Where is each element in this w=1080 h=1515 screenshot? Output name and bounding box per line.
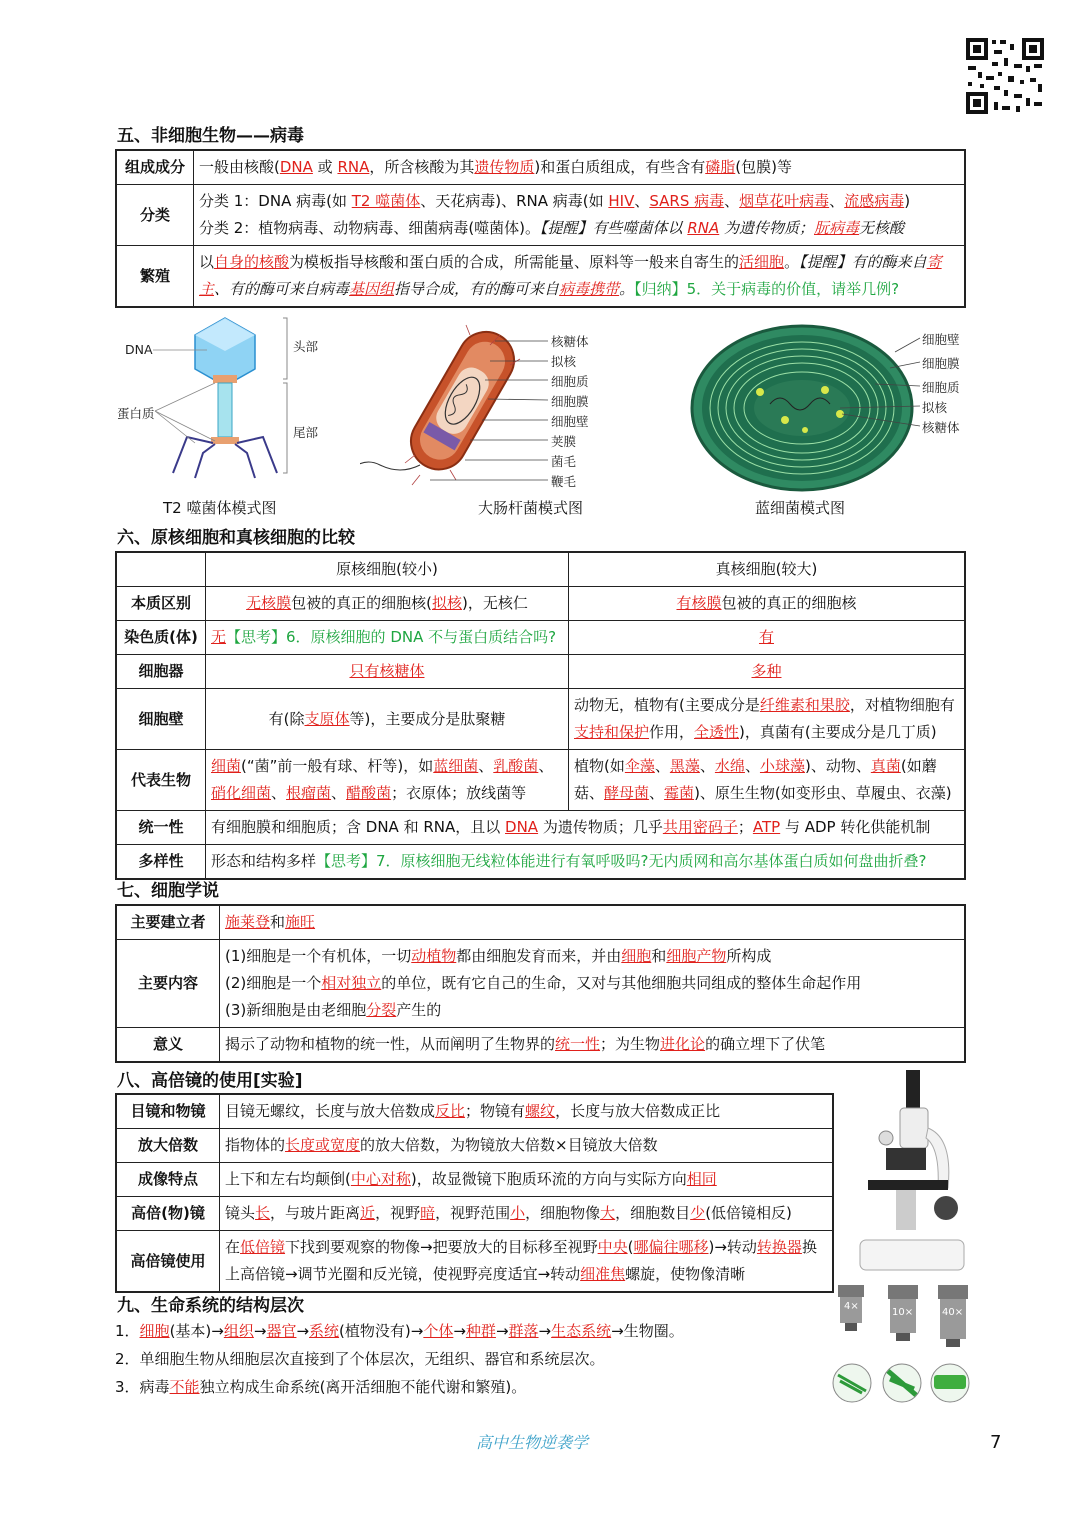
t2-caption: T2 噬菌体模式图 — [163, 499, 277, 517]
diversity-cell: 形态和结构多样【思考】7．原核细胞无线粒体能进行有氧呼吸吗?无内质网和高尔基体蛋白质如何盘曲折叠? — [206, 845, 966, 880]
ecoli-label: 鞭毛 — [551, 474, 577, 489]
section-title-life-levels: 九、生命系统的结构层次 — [117, 1296, 304, 1316]
row-label-usage: 高倍镜使用 — [116, 1231, 220, 1293]
life-levels-line-2: 2．单细胞生物从细胞层次直接到了个体层次，无组织、器官和系统层次。 — [115, 1350, 605, 1368]
qr-code — [964, 36, 1046, 116]
ecoli-figure — [360, 305, 620, 515]
row-label-organelle: 细胞器 — [116, 655, 206, 689]
header-prokaryote: 原核细胞(较小) — [206, 552, 569, 587]
cyano-label: 拟核 — [922, 400, 948, 415]
composition-cell: 一般由核酸(DNA 或 RNA，所含核酸为其遗传物质)和蛋白质组成，有些含有磷脂(包膜)等 — [194, 150, 966, 185]
cyano-label: 核糖体 — [922, 420, 960, 435]
founders-cell: 施莱登和施旺 — [220, 905, 966, 940]
ecoli-label: 菌毛 — [551, 454, 577, 469]
significance-cell: 揭示了动物和植物的统一性，从而阐明了生物界的统一性；为生物进化论的确立埋下了伏笔 — [220, 1028, 966, 1063]
life-levels-line-1: 1．细胞(基本)→组织→器官→系统(植物没有)→个体→种群→群落→生态系统→生物圈。 — [115, 1322, 684, 1340]
imaging-cell: 上下和左右均颠倒(中心对称)，故显微镜下胞质环流的方向与实际方向相同 — [220, 1163, 834, 1197]
organelle-pro: 只有核糖体 — [206, 655, 569, 689]
t2-label-dna: DNA — [125, 342, 153, 357]
microscope-image — [846, 1068, 976, 1278]
row-label-high-power: 高倍(物)镜 — [116, 1197, 220, 1231]
objective-lenses — [832, 1285, 982, 1405]
essence-eu: 有核膜包被的真正的细胞核 — [569, 587, 966, 621]
section-title-microscope: 八、高倍镜的使用[实验] — [117, 1071, 303, 1091]
magnification-cell: 指物体的长度或宽度的放大倍数，为物镜放大倍数×目镜放大倍数 — [220, 1129, 834, 1163]
life-levels-line-3: 3．病毒不能独立构成生命系统(离开活细胞不能代谢和繁殖)。 — [115, 1378, 527, 1396]
classification-cell: 分类 1：DNA 病毒(如 T2 噬菌体、天花病毒)、RNA 病毒(如 HIV、SARS 病毒、烟草花叶病毒、流感病毒) 分类 2：植物病毒、动物病毒、细菌病毒(噬菌体)。【提醒】有些噬菌体以 RNA 为遗传物质；朊病毒无核酸 — [194, 185, 966, 246]
row-label-magnification: 放大倍数 — [116, 1129, 220, 1163]
ecoli-caption: 大肠杆菌模式图 — [478, 499, 584, 517]
t2-label-tail: 尾部 — [293, 425, 319, 440]
cell-comparison-table — [115, 551, 966, 880]
ecoli-label: 拟核 — [551, 354, 577, 369]
section-title-cell-theory: 七、细胞学说 — [117, 881, 219, 901]
virus-table — [115, 149, 966, 308]
cyano-label: 细胞壁 — [922, 332, 960, 347]
row-label-classification: 分类 — [116, 185, 194, 246]
representatives-eu: 植物(如伞藻、黑藻、水绵、小球藻)、动物、真菌(如蘑菇、酵母菌、霉菌)、原生生物(如变形虫、草履虫、衣藻) — [569, 750, 966, 811]
row-label-significance: 意义 — [116, 1028, 220, 1063]
row-label-representatives: 代表生物 — [116, 750, 206, 811]
row-label-chromatin: 染色质(体) — [116, 621, 206, 655]
lens-label-4x: 4× — [844, 1301, 859, 1312]
cyano-label: 细胞质 — [922, 380, 960, 395]
organelle-eu: 多种 — [569, 655, 966, 689]
high-power-cell: 镜头长，与玻片距离近，视野暗，视野范围小，细胞物像大，细胞数目少(低倍镜相反) — [220, 1197, 834, 1231]
representatives-pro: 细菌(“菌”前一般有球、杆等)，如蓝细菌、乳酸菌、硝化细菌、根瘤菌、醋酸菌；衣原体；放线菌等 — [206, 750, 569, 811]
t2-label-head: 头部 — [293, 339, 319, 354]
microscope-table — [115, 1093, 834, 1293]
row-label-cell-wall: 细胞壁 — [116, 689, 206, 750]
cyano-label: 细胞膜 — [922, 356, 960, 371]
chromatin-eu: 有 — [569, 621, 966, 655]
row-label-content: 主要内容 — [116, 940, 220, 1028]
lenses-cell: 目镜无螺纹，长度与放大倍数成反比；物镜有螺纹，长度与放大倍数成正比 — [220, 1094, 834, 1129]
cyanobacteria-figure — [690, 322, 980, 518]
row-label-lenses: 目镜和物镜 — [116, 1094, 220, 1129]
section-title-cell-comparison: 六、原核细胞和真核细胞的比较 — [117, 528, 355, 548]
row-label-essence: 本质区别 — [116, 587, 206, 621]
usage-cell: 在低倍镜下找到要观察的物像→把要放大的目标移至视野中央(哪偏往哪移)→转动转换器换上高倍镜→调节光圈和反光镜，使视野亮度适宜→转动细准焦螺旋，使物像清晰 — [220, 1231, 834, 1293]
row-label-unity: 统一性 — [116, 811, 206, 845]
page-number: 7 — [990, 1432, 1002, 1453]
row-label-founders: 主要建立者 — [116, 905, 220, 940]
essence-pro: 无核膜包被的真正的细胞核(拟核)，无核仁 — [206, 587, 569, 621]
ecoli-label: 荚膜 — [551, 434, 577, 449]
unity-cell: 有细胞膜和细胞质；含 DNA 和 RNA，且以 DNA 为遗传物质；几乎共用密码子；ATP 与 ADP 转化供能机制 — [206, 811, 966, 845]
ecoli-label: 细胞壁 — [551, 414, 589, 429]
ecoli-label: 细胞膜 — [551, 394, 589, 409]
ecoli-label: 核糖体 — [551, 334, 589, 349]
row-label-imaging: 成像特点 — [116, 1163, 220, 1197]
content-cell: (1)细胞是一个有机体，一切动植物都由细胞发育而来，并由细胞和细胞产物所构成 (2)细胞是一个相对独立的单位，既有它自己的生命，又对与其他细胞共同组成的整体生命起作用 (3)新细胞是由老细胞分裂产生的 — [220, 940, 966, 1028]
row-label-reproduction: 繁殖 — [116, 246, 194, 308]
lens-label-40x: 40× — [942, 1307, 964, 1318]
chromatin-pro: 无【思考】6．原核细胞的 DNA 不与蛋白质结合吗? — [206, 621, 569, 655]
cell-wall-eu: 动物无，植物有(主要成分是纤维素和果胶，对植物细胞有支持和保护作用，全透性)，真菌有(主要成分是几丁质) — [569, 689, 966, 750]
cell-theory-table — [115, 904, 966, 1063]
t2-label-protein: 蛋白质 — [117, 406, 155, 421]
row-label-diversity: 多样性 — [116, 845, 206, 880]
section-title-virus: 五、非细胞生物——病毒 — [117, 126, 304, 146]
lens-label-10x: 10× — [892, 1307, 914, 1318]
header-eukaryote: 真核细胞(较大) — [569, 552, 966, 587]
row-label-composition: 组成成分 — [116, 150, 194, 185]
cyano-caption: 蓝细菌模式图 — [755, 499, 846, 517]
footer-brand: 高中生物逆袭学 — [476, 1433, 589, 1452]
reproduction-cell: 以自身的核酸为模板指导核酸和蛋白质的合成，所需能量、原料等一般来自寄生的活细胞。【提醒】有的酶来自寄主、有的酶可来自病毒基因组指导合成，有的酶可来自病毒携带。【归纳】5．关于病毒的价值，请举几例? — [194, 246, 966, 308]
cell-wall-pro: 有(除支原体等)，主要成分是肽聚糖 — [206, 689, 569, 750]
ecoli-label: 细胞质 — [551, 374, 589, 389]
t2-phage-figure — [115, 313, 335, 517]
